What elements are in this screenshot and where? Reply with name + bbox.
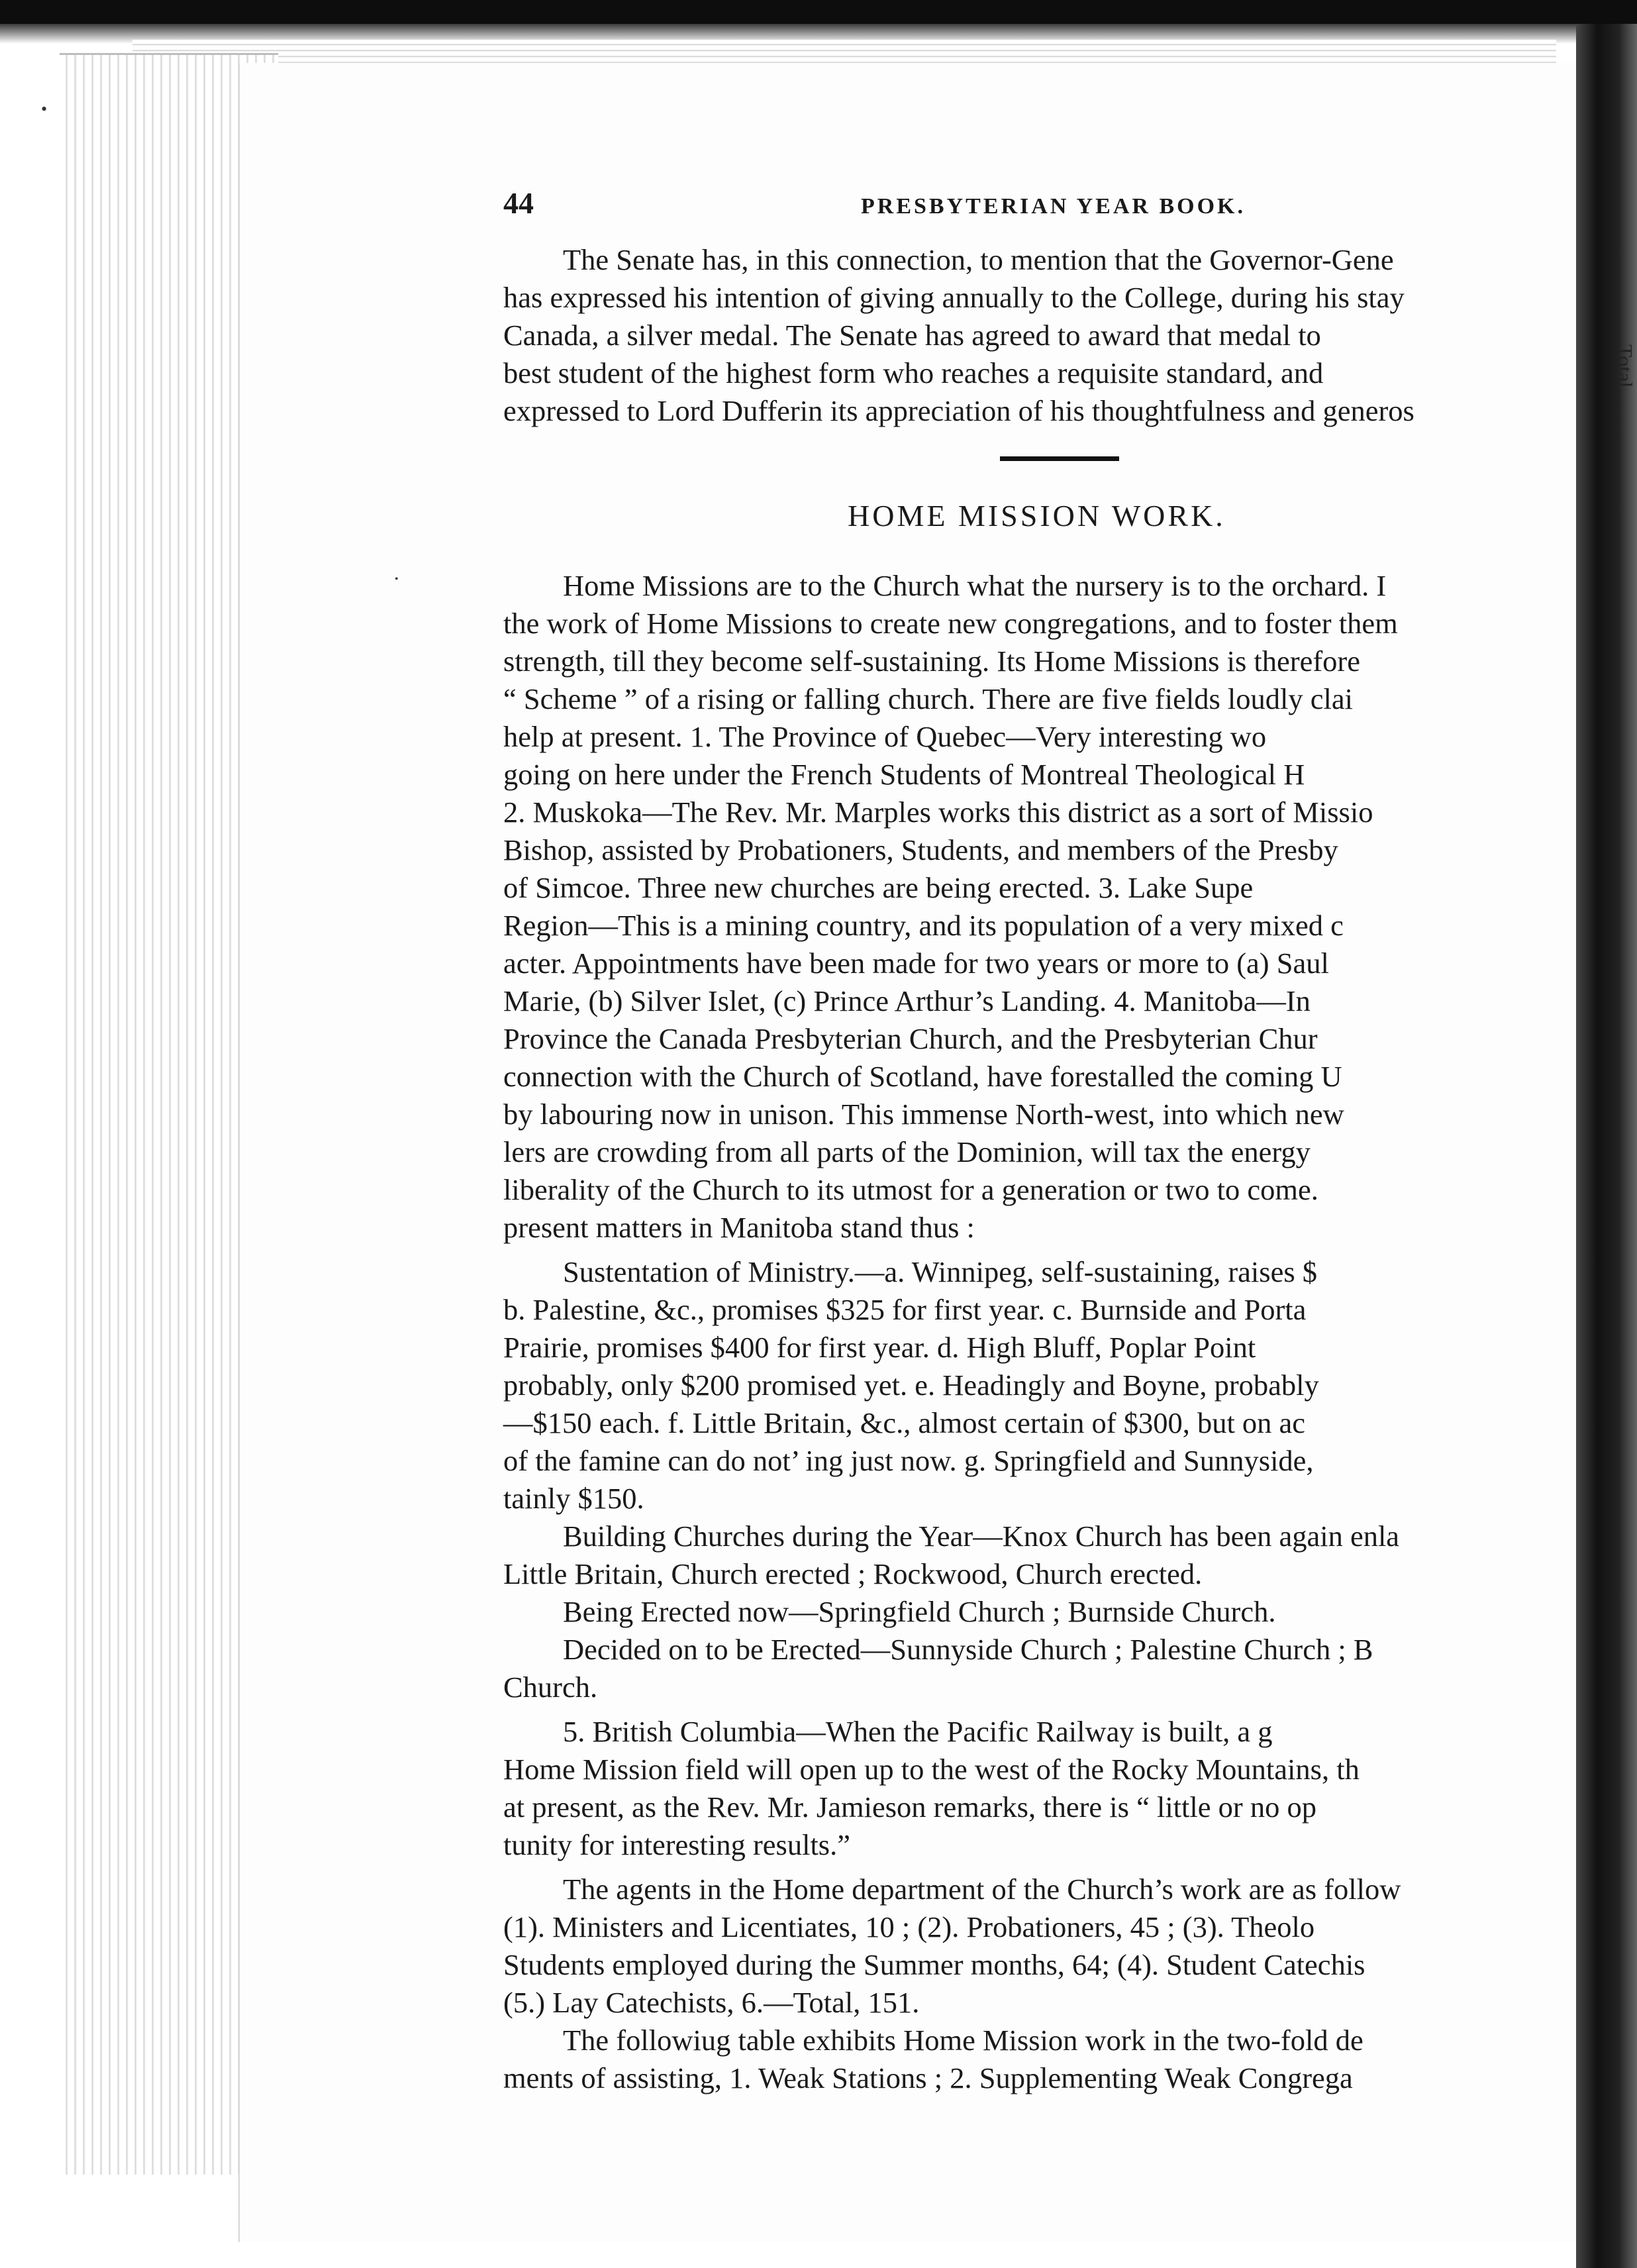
page-number: 44 — [503, 186, 534, 220]
text-line: Decided on to be Erected—Sunnyside Church ; Palestine Church ; B — [563, 1633, 1373, 1666]
text-line: the work of Home Missions to create new congregations, and to foster them — [503, 607, 1398, 640]
intro-paragraph — [503, 241, 1576, 430]
text-line: (1). Ministers and Licentiates, 10 ; (2). Probationers, 45 ; (3). Theolo — [503, 1910, 1315, 1943]
paragraph-decided-to-be-erected — [503, 1631, 1576, 1706]
text-line: ments of assisting, 1. Weak Stations ; 2. Supplementing Weak Congrega — [503, 2061, 1353, 2094]
text-line: Marie, (b) Silver Islet, (c) Prince Arthur’s Landing. 4. Manitoba—In — [503, 984, 1311, 1017]
text-line: going on here under the French Students of Montreal Theological H — [503, 758, 1305, 791]
text-line: “ Scheme ” of a rising or falling church. There are five fields loudly clai — [503, 682, 1354, 715]
text-line: by labouring now in unison. This immense North-west, into which new — [503, 1098, 1344, 1131]
text-line: of the famine can do not’ ing just now. g. Springfield and Sunnyside, — [503, 1444, 1314, 1477]
text-line: 2. Muskoka—The Rev. Mr. Marples works this district as a sort of Missio — [503, 796, 1373, 829]
text-line: tainly $150. — [503, 1482, 644, 1515]
section-title: HOME MISSION WORK. — [848, 499, 1226, 533]
scan-top-shadow — [0, 0, 1637, 24]
text-line: expressed to Lord Dufferin its appreciation of his thoughtfulness and generos — [503, 394, 1414, 427]
stray-mark-dot: • — [395, 574, 399, 585]
text-line: Prairie, promises $400 for first year. d. High Bluff, Poplar Point — [503, 1331, 1256, 1364]
text-line: Students employed during the Summer months, 64; (4). Student Catechis — [503, 1948, 1365, 1981]
page-text-block — [503, 185, 1576, 2097]
text-line: b. Palestine, &c., promises $325 for first year. c. Burnside and Porta — [503, 1293, 1307, 1326]
text-line: has expressed his intention of giving annually to the College, during his stay — [503, 281, 1405, 314]
text-line: 5. British Columbia—When the Pacific Railway is built, a g — [563, 1715, 1273, 1748]
text-line: Canada, a silver medal. The Senate has agreed to award that medal to — [503, 319, 1321, 352]
text-line: Region—This is a mining country, and its population of a very mixed c — [503, 909, 1344, 942]
paragraph-building-churches — [503, 1518, 1576, 1593]
paragraph-sustentation — [503, 1253, 1576, 1518]
text-line: Home Missions are to the Church what the nursery is to the orchard. I — [563, 569, 1387, 602]
text-line: connection with the Church of Scotland, have forestalled the coming U — [503, 1060, 1342, 1093]
running-head: PRESBYTERIAN YEAR BOOK. — [861, 194, 1246, 219]
text-line: Little Britain, Church erected ; Rockwood, Church erected. — [503, 1557, 1203, 1590]
text-line: liberality of the Church to its utmost for a generation or two to come. — [503, 1173, 1318, 1206]
stray-mark-dot: • — [41, 99, 48, 119]
text-line: probably, only $200 promised yet. e. Headingly and Boyne, probably — [503, 1368, 1319, 1402]
paragraph-table-intro — [503, 2022, 1576, 2097]
paragraph-british-columbia — [503, 1713, 1576, 1864]
text-line: Sustentation of Ministry.—a. Winnipeg, self-sustaining, raises $ — [563, 1255, 1318, 1288]
page-header — [503, 185, 1576, 238]
book-page-edges-top — [132, 40, 1556, 66]
paragraph-agents — [503, 1871, 1576, 2022]
text-line: of Simcoe. Three new churches are being erected. 3. Lake Supe — [503, 871, 1254, 904]
text-line: at present, as the Rev. Mr. Jamieson remarks, there is “ little or no op — [503, 1790, 1316, 1824]
text-line: Church. — [503, 1671, 598, 1704]
section-divider-rule — [1000, 456, 1119, 461]
text-line: The followiug table exhibits Home Mission work in the two-fold de — [563, 2024, 1364, 2057]
text-line: help at present. 1. The Province of Quebec—Very interesting wo — [503, 720, 1267, 753]
text-line: Bishop, assisted by Probationers, Students, and members of the Presby — [503, 833, 1338, 866]
text-line: —$150 each. f. Little Britain, &c., almost certain of $300, but on ac — [503, 1406, 1306, 1439]
text-line: strength, till they become self-sustaining. Its Home Missions is therefore — [503, 644, 1360, 678]
text-line: Home Mission field will open up to the west of the Rocky Mountains, th — [503, 1753, 1360, 1786]
paragraph-being-erected — [503, 1593, 1576, 1631]
text-line: best student of the highest form who reaches a requisite standard, and — [503, 356, 1324, 389]
text-line: The agents in the Home department of the Church’s work are as follow — [563, 1873, 1401, 1906]
facing-page-margin-note: Total............ — [1613, 344, 1637, 452]
text-line: lers are crowding from all parts of the Dominion, will tax the energy — [503, 1135, 1311, 1168]
text-line: tunity for interesting results.” — [503, 1828, 851, 1861]
text-line: (5.) Lay Catechists, 6.—Total, 151. — [503, 1986, 920, 2019]
text-line: Building Churches during the Year—Knox Church has been again enla — [563, 1520, 1400, 1553]
text-line: Being Erected now—Springfield Church ; Burnside Church. — [563, 1595, 1276, 1628]
text-line: present matters in Manitoba stand thus : — [503, 1211, 975, 1244]
paragraph-home-missions — [503, 567, 1576, 1247]
text-line: Province the Canada Presbyterian Church, and the Presbyterian Chur — [503, 1022, 1318, 1055]
text-line: The Senate has, in this connection, to mention that the Governor-Gene — [563, 243, 1394, 276]
text-line: acter. Appointments have been made for two years or more to (a) Saul — [503, 947, 1329, 980]
